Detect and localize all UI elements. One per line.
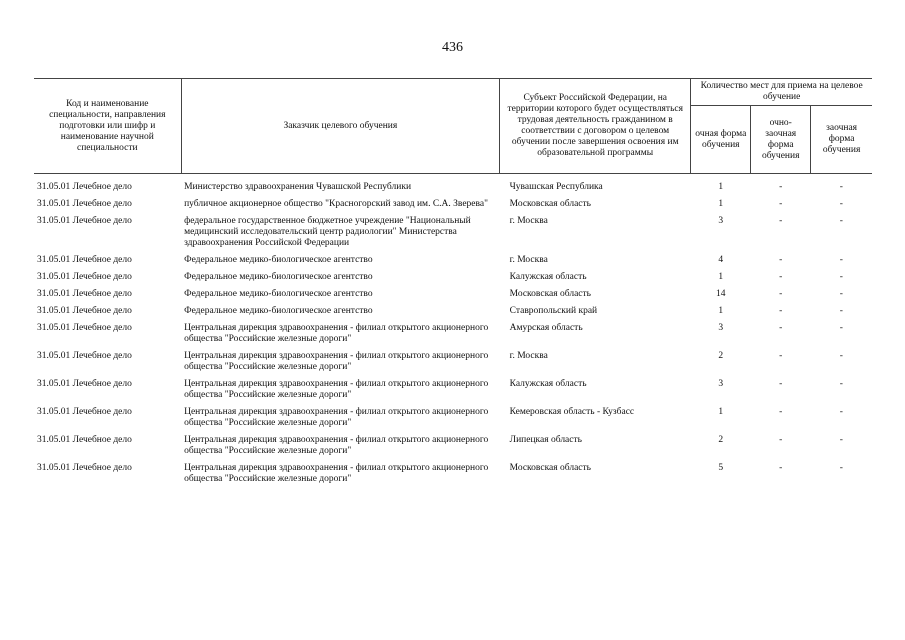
cell-mixed: - [779,255,783,265]
cell-fulltime: 1 [718,182,724,192]
header-places-group: Количество мест для приема на целевое обучение [691,79,872,106]
cell-fulltime: 2 [718,435,724,445]
cell-parttime: - [839,407,843,417]
cell-customer: Центральная дирекция здравоохранения - филиал открытого акционерного общества "Российские железные дороги" [184,463,489,484]
header-code: Код и наименование специальности, направления подготовки или шифр и наименование научной специальности [34,79,181,174]
cell-customer: Центральная дирекция здравоохранения - филиал открытого акционерного общества "Российские железные дороги" [184,379,489,400]
cell-subject: г. Москва [509,351,548,361]
cell-code: 31.05.01 Лечебное дело [37,407,132,417]
cell-code: 31.05.01 Лечебное дело [37,255,132,265]
cell-mixed: - [779,435,783,445]
cell-subject: Калужская область [509,272,587,282]
table-row [34,289,872,306]
cell-customer: Федеральное медико-биологическое агентство [184,255,373,265]
table-row [34,379,872,407]
cell-customer: Центральная дирекция здравоохранения - филиал открытого акционерного общества "Российские железные дороги" [184,323,489,344]
table-row [34,199,872,216]
cell-mixed: - [779,272,783,282]
table-row [34,255,872,272]
cell-customer: Центральная дирекция здравоохранения - филиал открытого акционерного общества "Российские железные дороги" [184,407,489,428]
table-row [34,272,872,289]
table-row [34,182,872,199]
header-fulltime: очная форма обучения [691,106,751,174]
cell-parttime: - [839,323,843,333]
cell-mixed: - [779,407,783,417]
cell-code: 31.05.01 Лечебное дело [37,463,132,473]
table-row [34,351,872,379]
cell-customer: Центральная дирекция здравоохранения - филиал открытого акционерного общества "Российские железные дороги" [184,351,489,372]
table-row [34,435,872,463]
cell-parttime: - [839,379,843,389]
cell-customer: Министерство здравоохранения Чувашской Республики [184,182,412,192]
cell-code: 31.05.01 Лечебное дело [37,306,132,316]
quota-table [34,78,872,491]
cell-fulltime: 2 [718,351,724,361]
cell-code: 31.05.01 Лечебное дело [37,379,132,389]
cell-customer: федеральное государственное бюджетное учреждение "Национальный медицинский исследовательский центр радиологии" Министерства здравоохранения Российской Федерации [184,216,471,248]
cell-customer: Федеральное медико-биологическое агентство [184,272,373,282]
cell-parttime: - [839,463,843,473]
cell-customer: Федеральное медико-биологическое агентство [184,289,373,299]
table-header [34,79,872,174]
cell-fulltime: 3 [718,323,724,333]
cell-fulltime: 1 [718,272,724,282]
cell-mixed: - [779,216,783,226]
cell-fulltime: 5 [718,463,724,473]
cell-customer: Федеральное медико-биологическое агентство [184,306,373,316]
cell-fulltime: 4 [718,255,724,265]
cell-mixed: - [779,463,783,473]
cell-mixed: - [779,289,783,299]
cell-subject: Кемеровская область - Кузбасс [509,407,635,417]
cell-customer: Центральная дирекция здравоохранения - филиал открытого акционерного общества "Российские железные дороги" [184,435,489,456]
table-row [34,407,872,435]
page-number: 436 [442,40,463,55]
cell-subject: Московская область [509,463,592,473]
table-row [34,216,872,255]
cell-mixed: - [779,182,783,192]
cell-fulltime: 1 [718,199,724,209]
cell-parttime: - [839,199,843,209]
cell-parttime: - [839,255,843,265]
cell-code: 31.05.01 Лечебное дело [37,435,132,445]
cell-mixed: - [779,199,783,209]
cell-subject: Московская область [509,289,592,299]
cell-code: 31.05.01 Лечебное дело [37,199,132,209]
cell-parttime: - [839,182,843,192]
cell-parttime: - [839,351,843,361]
cell-subject: Ставропольский край [509,306,598,316]
cell-mixed: - [779,379,783,389]
cell-parttime: - [839,435,843,445]
header-customer: Заказчик целевого обучения [181,79,500,174]
table-row [34,463,872,491]
cell-code: 31.05.01 Лечебное дело [37,216,132,226]
cell-parttime: - [839,272,843,282]
header-subject: Субъект Российской Федерации, на территории которого будет осуществляться трудовая деятельность гражданином в соответствии с договором о целевом обучении после завершения освоения им образовательной программы [500,79,691,174]
cell-parttime: - [839,216,843,226]
cell-mixed: - [779,323,783,333]
cell-code: 31.05.01 Лечебное дело [37,272,132,282]
cell-customer: публичное акционерное общество "Красногорский завод им. С.А. Зверева" [184,199,488,209]
cell-code: 31.05.01 Лечебное дело [37,182,132,192]
cell-mixed: - [779,306,783,316]
cell-parttime: - [839,306,843,316]
table-row [34,306,872,323]
cell-code: 31.05.01 Лечебное дело [37,351,132,361]
cell-subject: г. Москва [509,216,548,226]
table-body [34,174,872,492]
cell-subject: Московская область [509,199,592,209]
cell-subject: г. Москва [509,255,548,265]
cell-subject: Чувашская Республика [509,182,603,192]
cell-subject: Калужская область [509,379,587,389]
cell-subject: Амурская область [509,323,583,333]
cell-fulltime: 3 [718,379,724,389]
cell-parttime: - [839,289,843,299]
cell-code: 31.05.01 Лечебное дело [37,289,132,299]
cell-fulltime: 14 [716,289,726,299]
cell-fulltime: 1 [718,407,724,417]
cell-code: 31.05.01 Лечебное дело [37,323,132,333]
cell-fulltime: 3 [718,216,724,226]
header-parttime: заочная форма обучения [811,106,872,174]
header-mixed: очно-заочная форма обучения [751,106,811,174]
cell-fulltime: 1 [718,306,724,316]
cell-subject: Липецкая область [509,435,582,445]
table-row [34,323,872,351]
cell-mixed: - [779,351,783,361]
